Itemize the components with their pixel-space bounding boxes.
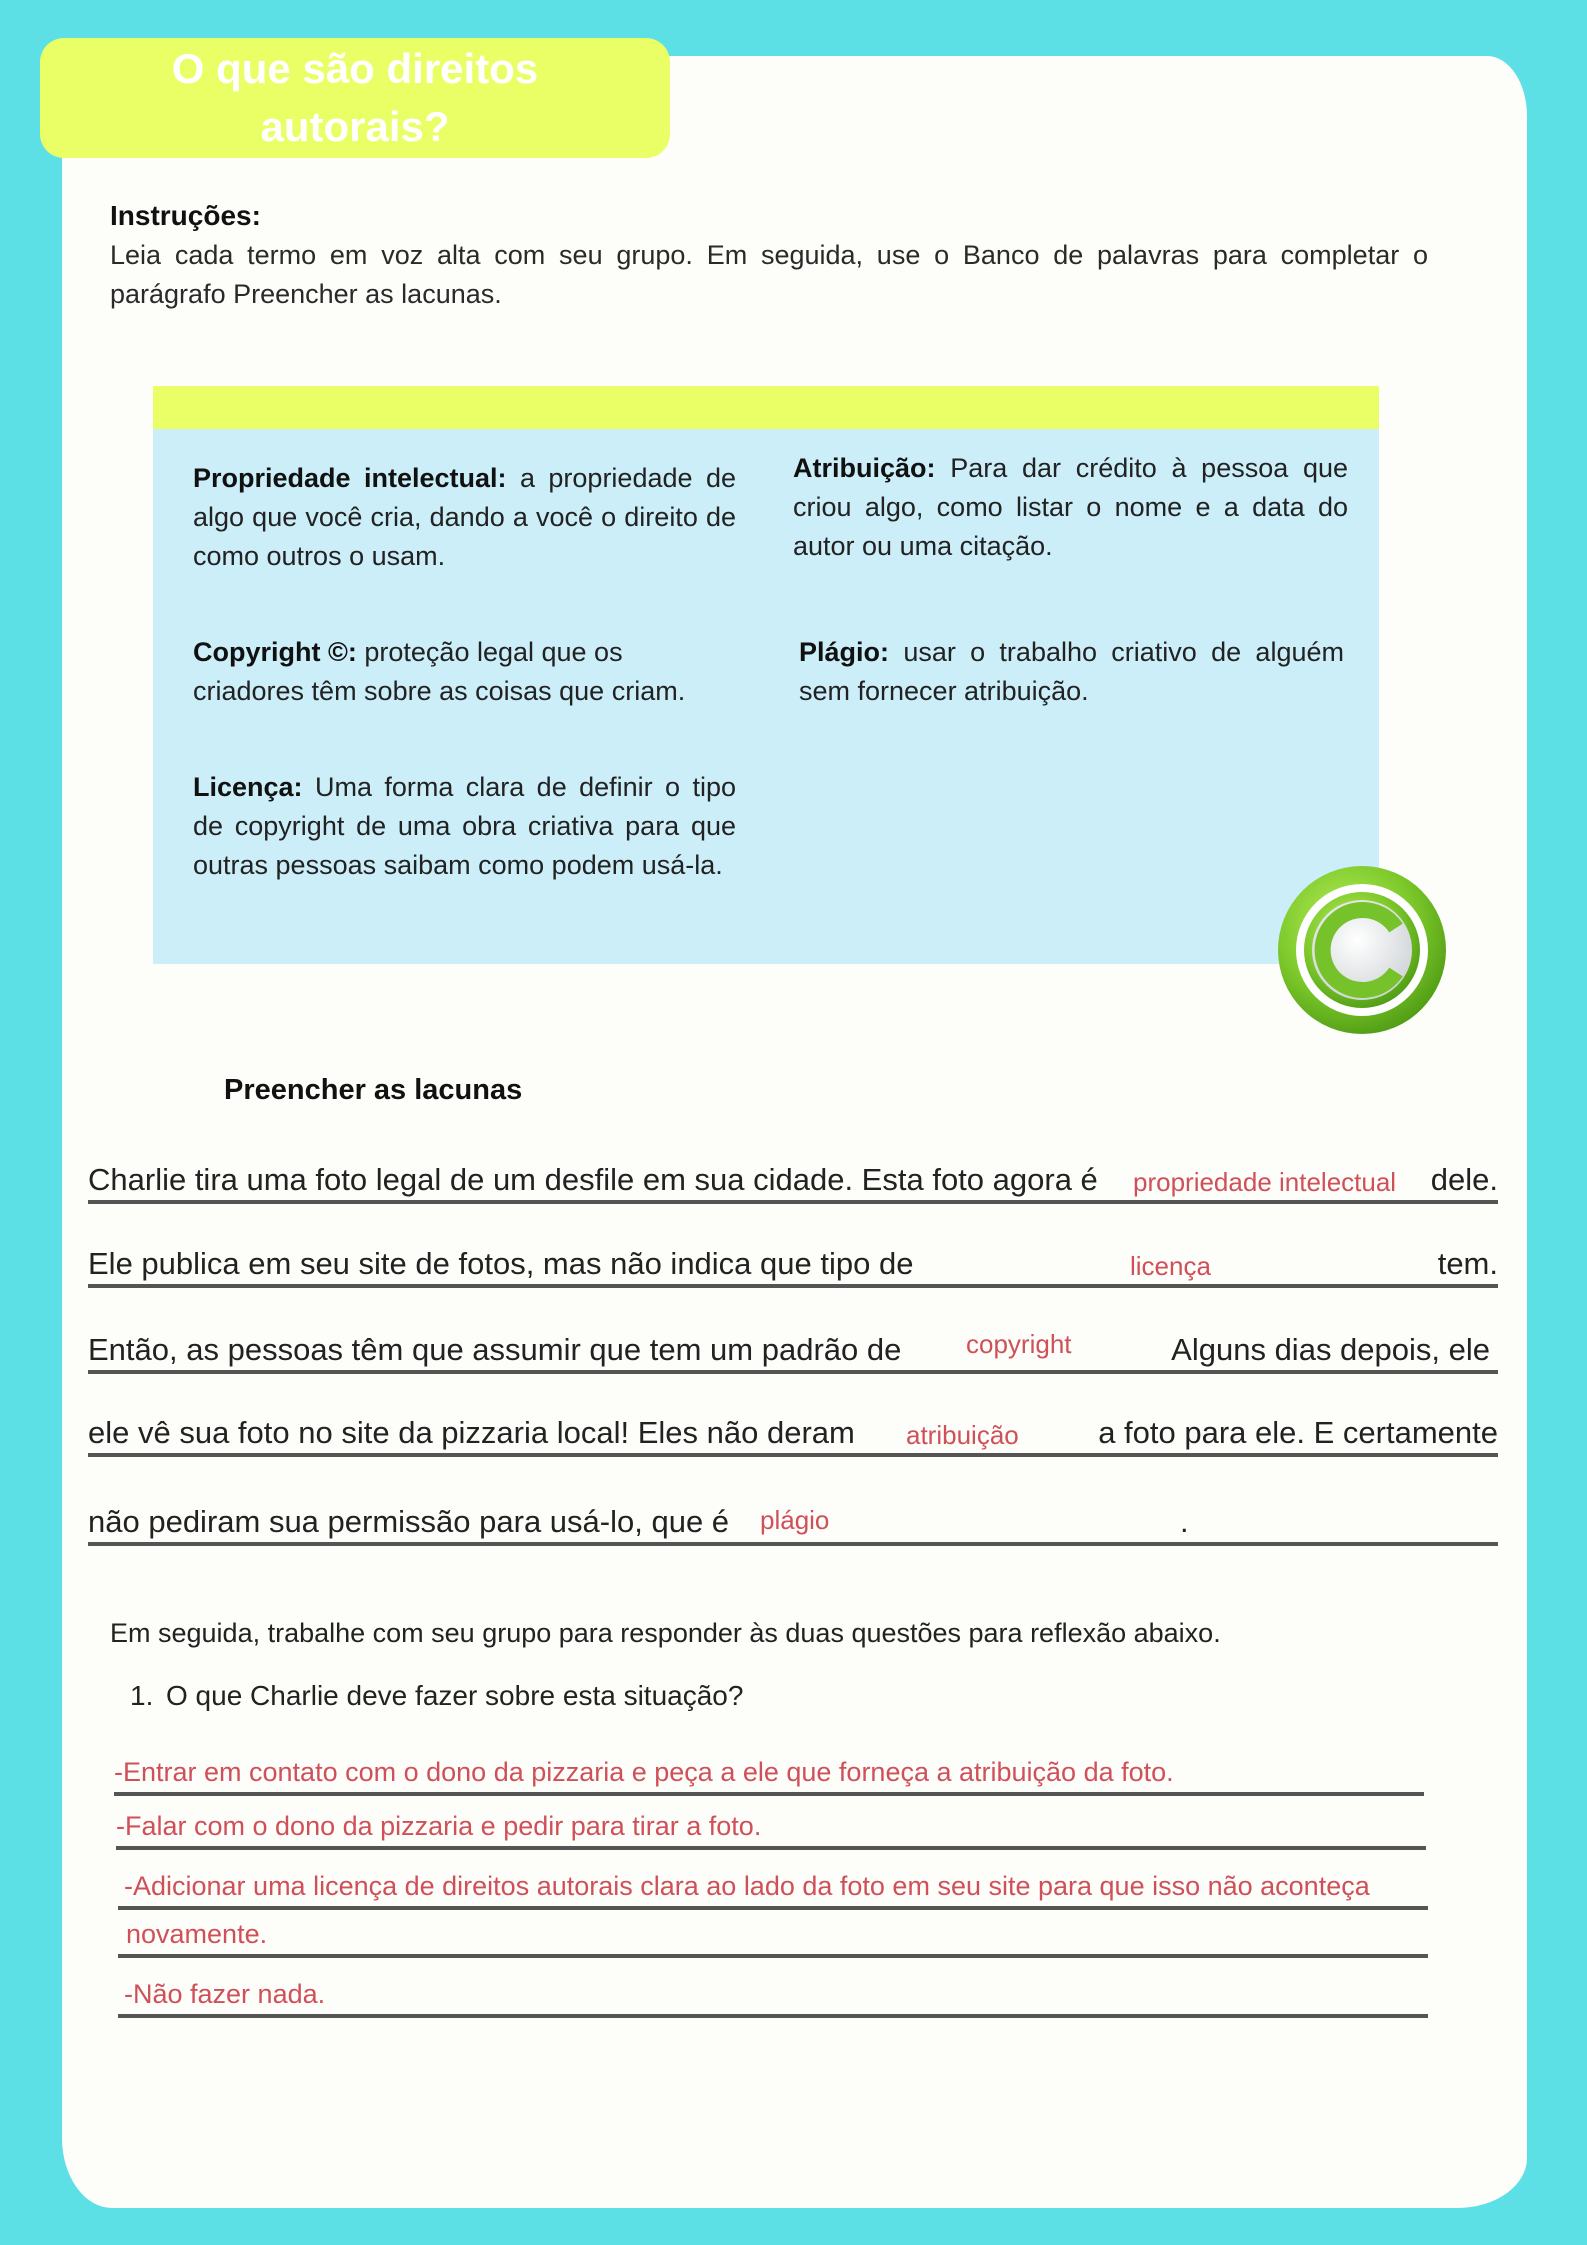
glossary-box — [153, 386, 1379, 964]
fill-text-after: Alguns dias depois, ele — [1171, 1332, 1490, 1367]
reflection-question — [130, 1680, 743, 1712]
term-definition: Para dar crédito à pessoa que criou algo, como listar o nome e a data do autor ou uma citação. — [793, 453, 1348, 561]
page-title: O que são direitos autorais? — [171, 45, 539, 150]
fill-line-2 — [88, 1234, 1498, 1288]
term-label: Plágio: — [799, 637, 890, 667]
fill-text-before: Ele publica em seu site de fotos, mas não indica que tipo de — [88, 1246, 914, 1281]
fill-text-before: não pediram sua permissão para usá-lo, que é — [88, 1504, 730, 1539]
term-label: Propriedade intelectual: — [193, 463, 507, 493]
term-definition: proteção legal que os criadores têm sobre as coisas que criam. — [193, 637, 686, 706]
fill-line-5 — [88, 1492, 1498, 1546]
copyright-icon — [1276, 864, 1448, 1036]
term-plagiarism — [799, 633, 1344, 711]
fill-answer: plágio — [760, 1505, 830, 1535]
instructions-label: Instruções: — [110, 200, 261, 231]
term-license — [193, 768, 736, 885]
fill-answer: licença — [1130, 1251, 1211, 1281]
fill-line-4 — [88, 1403, 1498, 1457]
answer-line-3: -Adicionar uma licença de direitos autorais clara ao lado da foto em seu site para que isso não aconteça — [118, 1866, 1428, 1910]
term-definition: Uma forma clara de definir o tipo de copyright de uma obra criativa para que outras pessoas saibam como podem usá-la. — [193, 772, 736, 880]
fill-line-3 — [88, 1320, 1498, 1374]
term-intellectual-property — [193, 459, 736, 576]
fill-line-1 — [88, 1150, 1498, 1204]
fill-text-before: ele vê sua foto no site da pizzaria local! Eles não deram — [88, 1415, 855, 1450]
question-number: 1. — [130, 1680, 154, 1711]
term-attribution — [793, 449, 1348, 566]
fill-text-after: . — [1180, 1504, 1189, 1539]
fill-text-before: Então, as pessoas têm que assumir que tem um padrão de — [88, 1332, 902, 1367]
term-label: Copyright ©: — [193, 637, 357, 667]
question-text: O que Charlie deve fazer sobre esta situação? — [166, 1680, 744, 1711]
term-label: Atribuição: — [793, 453, 936, 483]
instructions-block — [110, 200, 1428, 314]
fill-text-after: dele. — [1430, 1162, 1498, 1197]
fill-answer: copyright — [966, 1329, 1072, 1359]
term-copyright — [193, 633, 736, 711]
answer-line-2: -Falar com o dono da pizzaria e pedir para tirar a foto. — [116, 1806, 1426, 1850]
glossary-header-band — [153, 386, 1379, 429]
instructions-text: Leia cada termo em voz alta com seu grupo. Em seguida, use o Banco de palavras para completar o parágrafo Preencher as lacunas. — [110, 240, 1428, 309]
answer-line-5: -Não fazer nada. — [118, 1974, 1428, 2018]
fill-answer: atribuição — [906, 1420, 1019, 1450]
fill-section-title: Preencher as lacunas — [224, 1074, 523, 1106]
term-definition: a propriedade de algo que você cria, dando a você o direito de como outros o usam. — [193, 463, 736, 571]
reflection-intro: Em seguida, trabalhe com seu grupo para responder às duas questões para reflexão abaixo. — [110, 1618, 1221, 1648]
answer-line-1: -Entrar em contato com o dono da pizzaria e peça a ele que forneça a atribuição da foto. — [114, 1752, 1424, 1796]
term-definition: usar o trabalho criativo de alguém sem fornecer atribuição. — [799, 637, 1344, 706]
term-label: Licença: — [193, 772, 303, 802]
fill-text-after: a foto para ele. E certamente — [1098, 1415, 1498, 1450]
fill-text-after: tem. — [1437, 1246, 1498, 1281]
fill-text-before: Charlie tira uma foto legal de um desfile em sua cidade. Esta foto agora é — [88, 1162, 1098, 1197]
answer-line-4: novamente. — [118, 1914, 1428, 1958]
title-banner — [40, 38, 670, 158]
fill-answer: propriedade intelectual — [1133, 1167, 1397, 1197]
